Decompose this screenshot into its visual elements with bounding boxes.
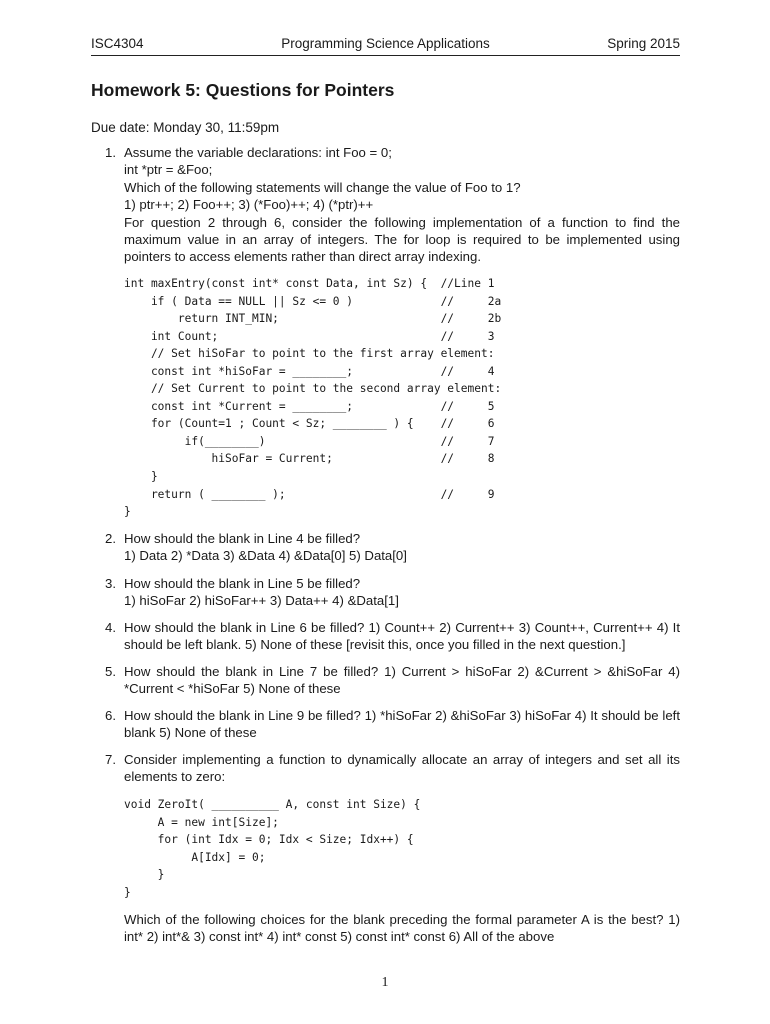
question-7 [91,751,680,786]
header-rule [91,55,680,56]
question-7-choices [91,911,680,946]
question-5 [91,663,680,698]
page-title: Homework 5: Questions for Pointers [91,80,395,100]
question-4 [91,619,680,654]
code-block-maxentry: int maxEntry(const int* const Data, int Sz) { //Line 1 if ( Data == NULL || Sz <= 0 ) // 2a return INT_MIN; // 2b int Count; // 3 // Set hiSoFar to point to the first array element: const int *hiSoFar = ________; // 4 // Set Current to point to the second array element: const int *Current = ________; // 5 for (Count=1 ; Count < Sz; ________ ) { // 6 if(________) // 7 hiSoFar = Current; // 8 } return ( ________ ); // 9 } [124,277,502,519]
question-line: 1) hiSoFar 2) hiSoFar++ 3) Data++ 4) &Data[1] [124,593,399,609]
question-number: 6. [105,708,116,723]
code-block-zeroit: void ZeroIt( __________ A, const int Size) { A = new int[Size]; for (int Idx = 0; Idx < Size; Idx++) { A[Idx] = 0; } } [124,798,421,899]
question-1 [91,144,680,266]
question-line: How should the blank in Line 4 be filled? [124,531,361,546]
question-2 [91,530,680,565]
question-number: 7. [105,752,116,767]
question-3 [91,575,680,610]
question-number: 2. [105,531,116,546]
course-code: ISC4304 [91,36,144,51]
question-line: Which of the following statements will change the value of Foo to 1? [124,179,521,195]
question-text: Which of the following choices for the blank preceding the formal parameter A is the best? 1) int* 2) int*& 3) const int* 4) int* const 5) const int* const 6) All of the above [124,912,680,945]
question-line: Assume the variable declarations: int Foo = 0; [124,145,392,160]
question-text: How should the blank in Line 6 be filled? 1) Count++ 2) Current++ 3) Count++, Current++ 4) It should be left blank. 5) None of these [revisit this, once you filled in the next question.] [124,620,680,653]
question-intro: For question 2 through 6, consider the following implementation of a function to find the maximum value in an array of integers. The for loop is required to be implemented using pointers to access elements rather than direct array indexing. [124,214,680,265]
course-title: Programming Science Applications [281,36,490,51]
question-number: 5. [105,664,116,679]
question-line: 1) ptr++; 2) Foo++; 3) (*Foo)++; 4) (*ptr)++ [124,197,374,213]
due-date: Due date: Monday 30, 11:59pm [91,120,280,135]
semester: Spring 2015 [607,36,680,51]
question-line: 1) Data 2) *Data 3) &Data 4) &Data[0] 5) Data[0] [124,548,407,564]
page-number: 1 [381,975,389,990]
question-text: How should the blank in Line 9 be filled? 1) *hiSoFar 2) &hiSoFar 3) hiSoFar 4) It should be left blank 5) None of these [124,708,680,741]
question-line: int *ptr = &Foo; [124,162,213,178]
question-number: 1. [105,145,116,160]
question-line: How should the blank in Line 5 be filled? [124,576,361,591]
question-text: How should the blank in Line 7 be filled? 1) Current > hiSoFar 2) &Current > &hiSoFar 4) *Current < *hiSoFar 5) None of these [124,664,680,697]
question-6 [91,707,680,742]
running-header [91,36,680,54]
question-number: 4. [105,620,116,635]
question-number: 3. [105,576,116,591]
question-text: Consider implementing a function to dynamically allocate an array of integers and set all its elements to zero: [124,752,680,785]
